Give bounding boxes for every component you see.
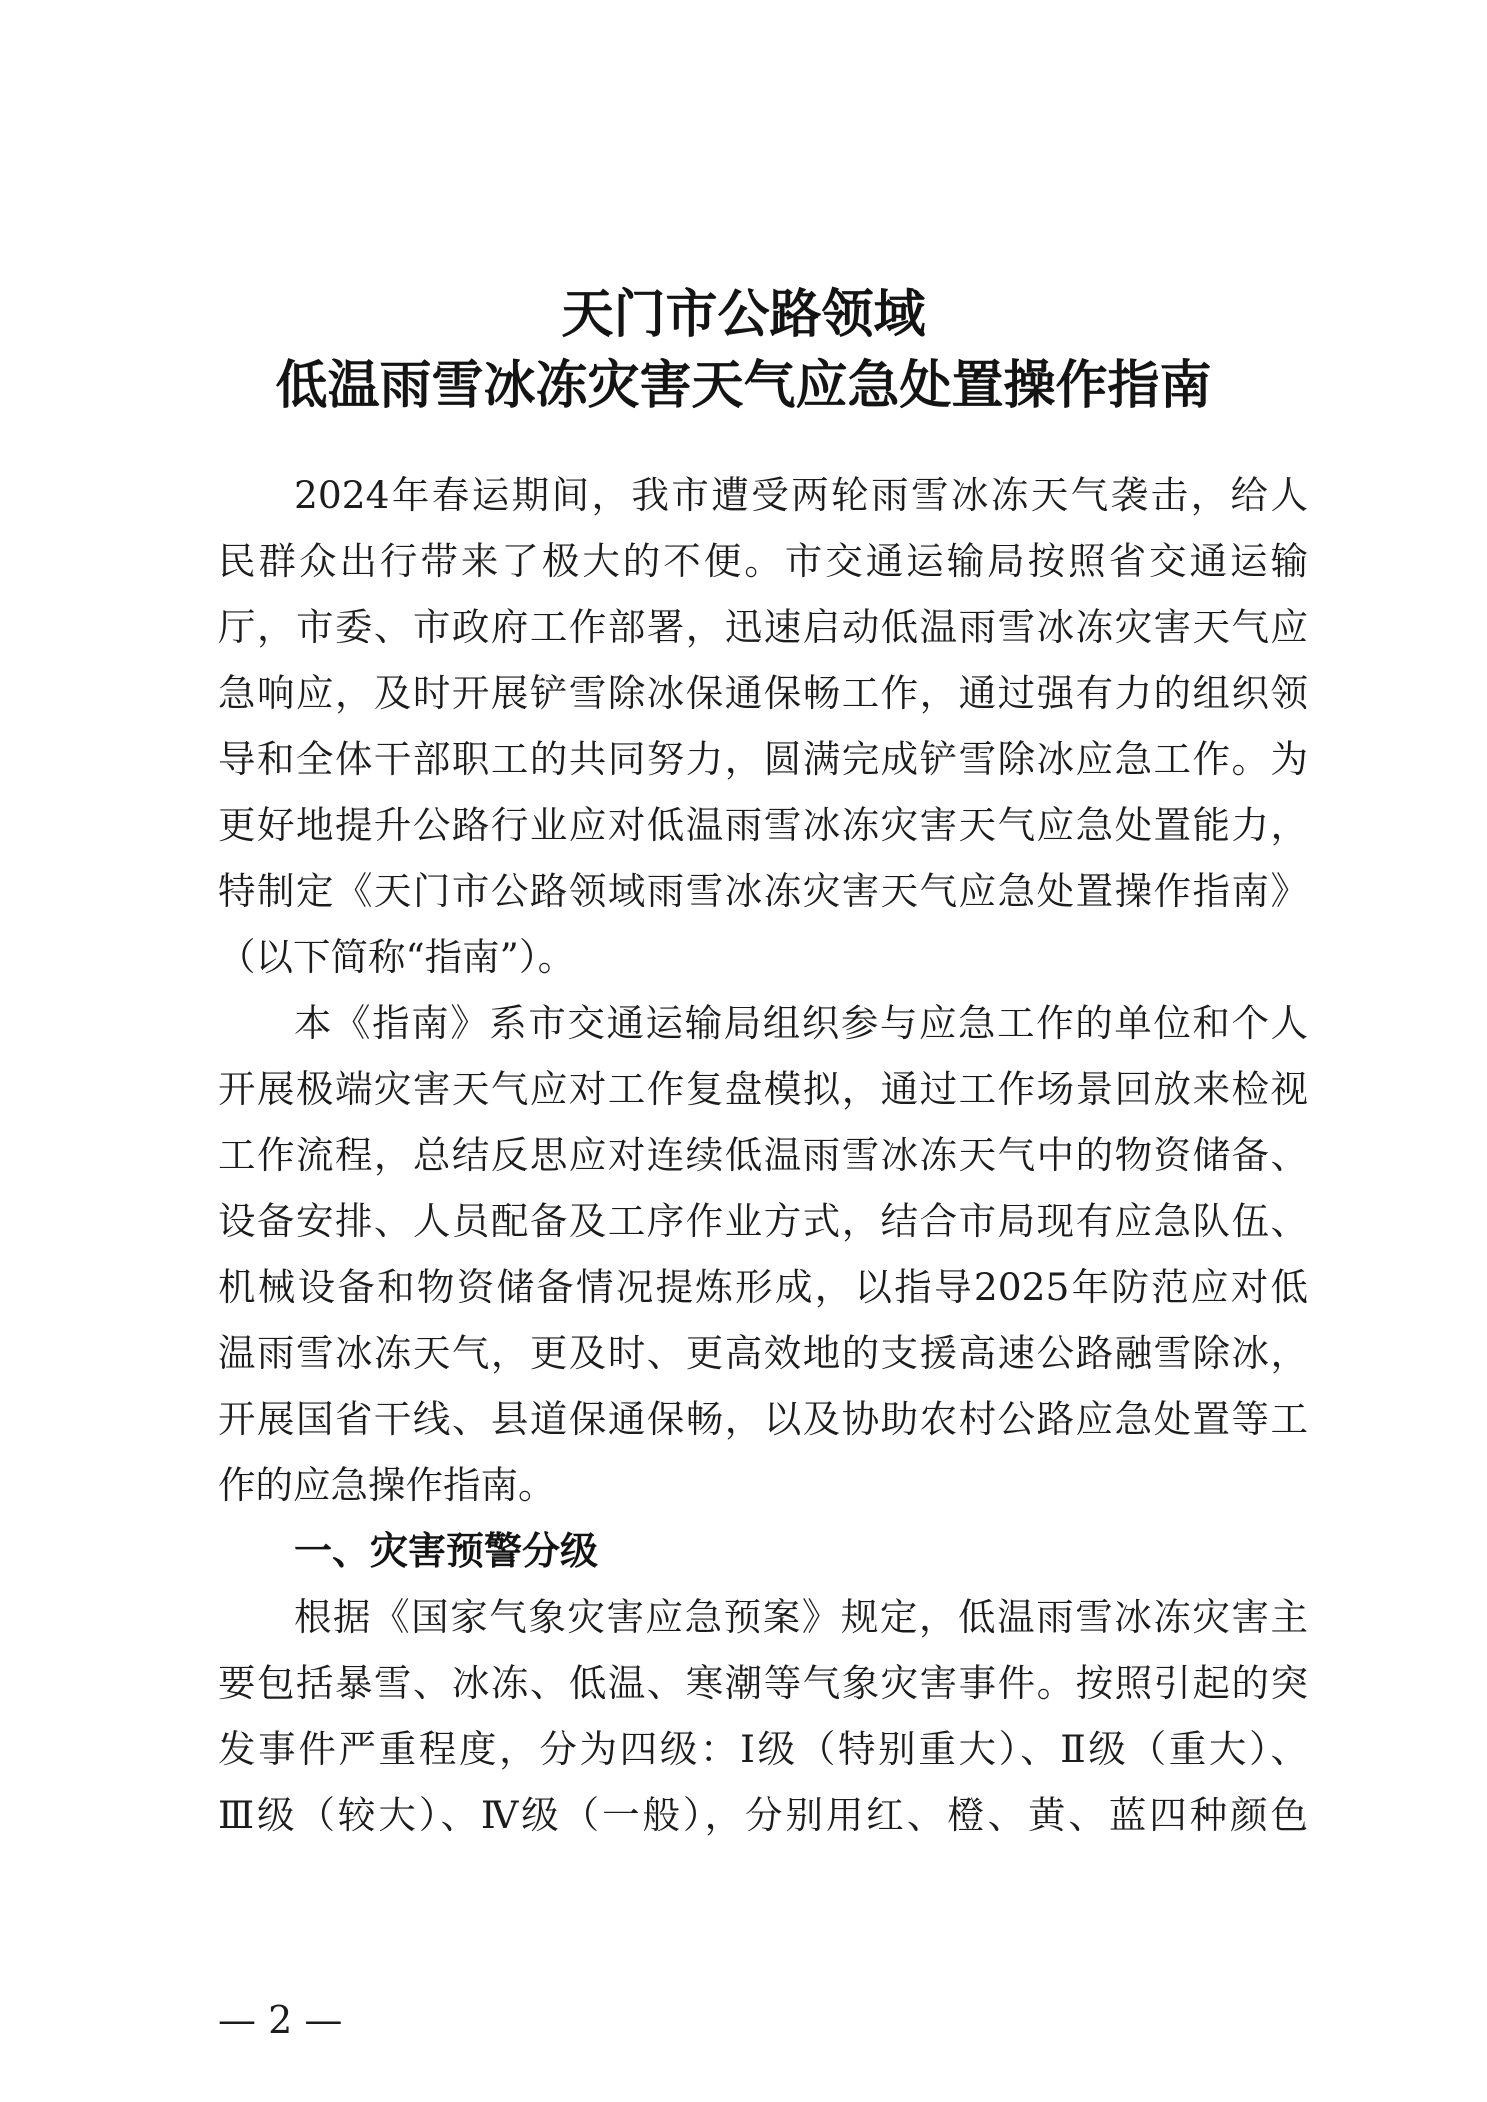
paragraph-line: 要包括暴雪、冰冻、低温、寒潮等气象灾害事件。按照引起的突: [218, 1661, 1308, 1705]
paragraph-line: 发事件严重程度，分为四级：Ⅰ级（特别重大）、Ⅱ级（重大）、: [218, 1727, 1308, 1771]
paragraph-line: 民群众出行带来了极大的不便。市交通运输局按照省交通运输: [218, 539, 1308, 583]
paragraph-line: 开展国省干线、县道保通保畅，以及协助农村公路应急处置等工: [218, 1397, 1308, 1441]
paragraph-line: 设备安排、人员配备及工序作业方式，结合市局现有应急队伍、: [218, 1199, 1308, 1243]
paragraph-line: 特制定《天门市公路领域雨雪冰冻灾害天气应急处置操作指南》: [218, 869, 1308, 913]
paragraph-line: （以下简称“指南”）。: [218, 935, 576, 979]
paragraph-line: 厅，市委、市政府工作部署，迅速启动低温雨雪冰冻灾害天气应: [218, 605, 1308, 649]
paragraph-line: 温雨雪冰冻天气，更及时、更高效地的支援高速公路融雪除冰，: [218, 1331, 1308, 1375]
document-title-line1: 天门市公路领域: [561, 285, 926, 345]
paragraph-line: 更好地提升公路行业应对低温雨雪冰冻灾害天气应急处置能力，: [218, 803, 1308, 847]
paragraph-line: 急响应，及时开展铲雪除冰保通保畅工作，通过强有力的组织领: [218, 671, 1308, 715]
paragraph-line: 工作流程，总结反思应对连续低温雨雪冰冻天气中的物资储备、: [218, 1133, 1308, 1177]
paragraph-line: 导和全体干部职工的共同努力，圆满完成铲雪除冰应急工作。为: [218, 737, 1308, 781]
paragraph-line: 作的应急操作指南。: [218, 1463, 556, 1507]
section-heading: 一、灾害预警分级: [294, 1529, 599, 1573]
paragraph-line: 根据《国家气象灾害应急预案》规定，低温雨雪冰冻灾害主: [294, 1595, 1308, 1639]
paragraph-line: 机械设备和物资储备情况提炼形成，以指导2025年防范应对低: [218, 1265, 1308, 1309]
paragraph-line: 开展极端灾害天气应对工作复盘模拟，通过工作场景回放来检视: [218, 1067, 1308, 1111]
document-title-line2: 低温雨雪冰冻灾害天气应急处置操作指南: [275, 356, 1212, 416]
paragraph-line: 2024年春运期间，我市遭受两轮雨雪冰冻天气袭击，给人: [294, 473, 1308, 517]
paragraph-line: Ⅲ级（较大）、Ⅳ级（一般），分别用红、橙、黄、蓝四种颜色: [218, 1793, 1308, 1837]
paragraph-line: 本《指南》系市交通运输局组织参与应急工作的单位和个人: [294, 1001, 1308, 1045]
page-number: — 2 —: [218, 1998, 343, 2042]
